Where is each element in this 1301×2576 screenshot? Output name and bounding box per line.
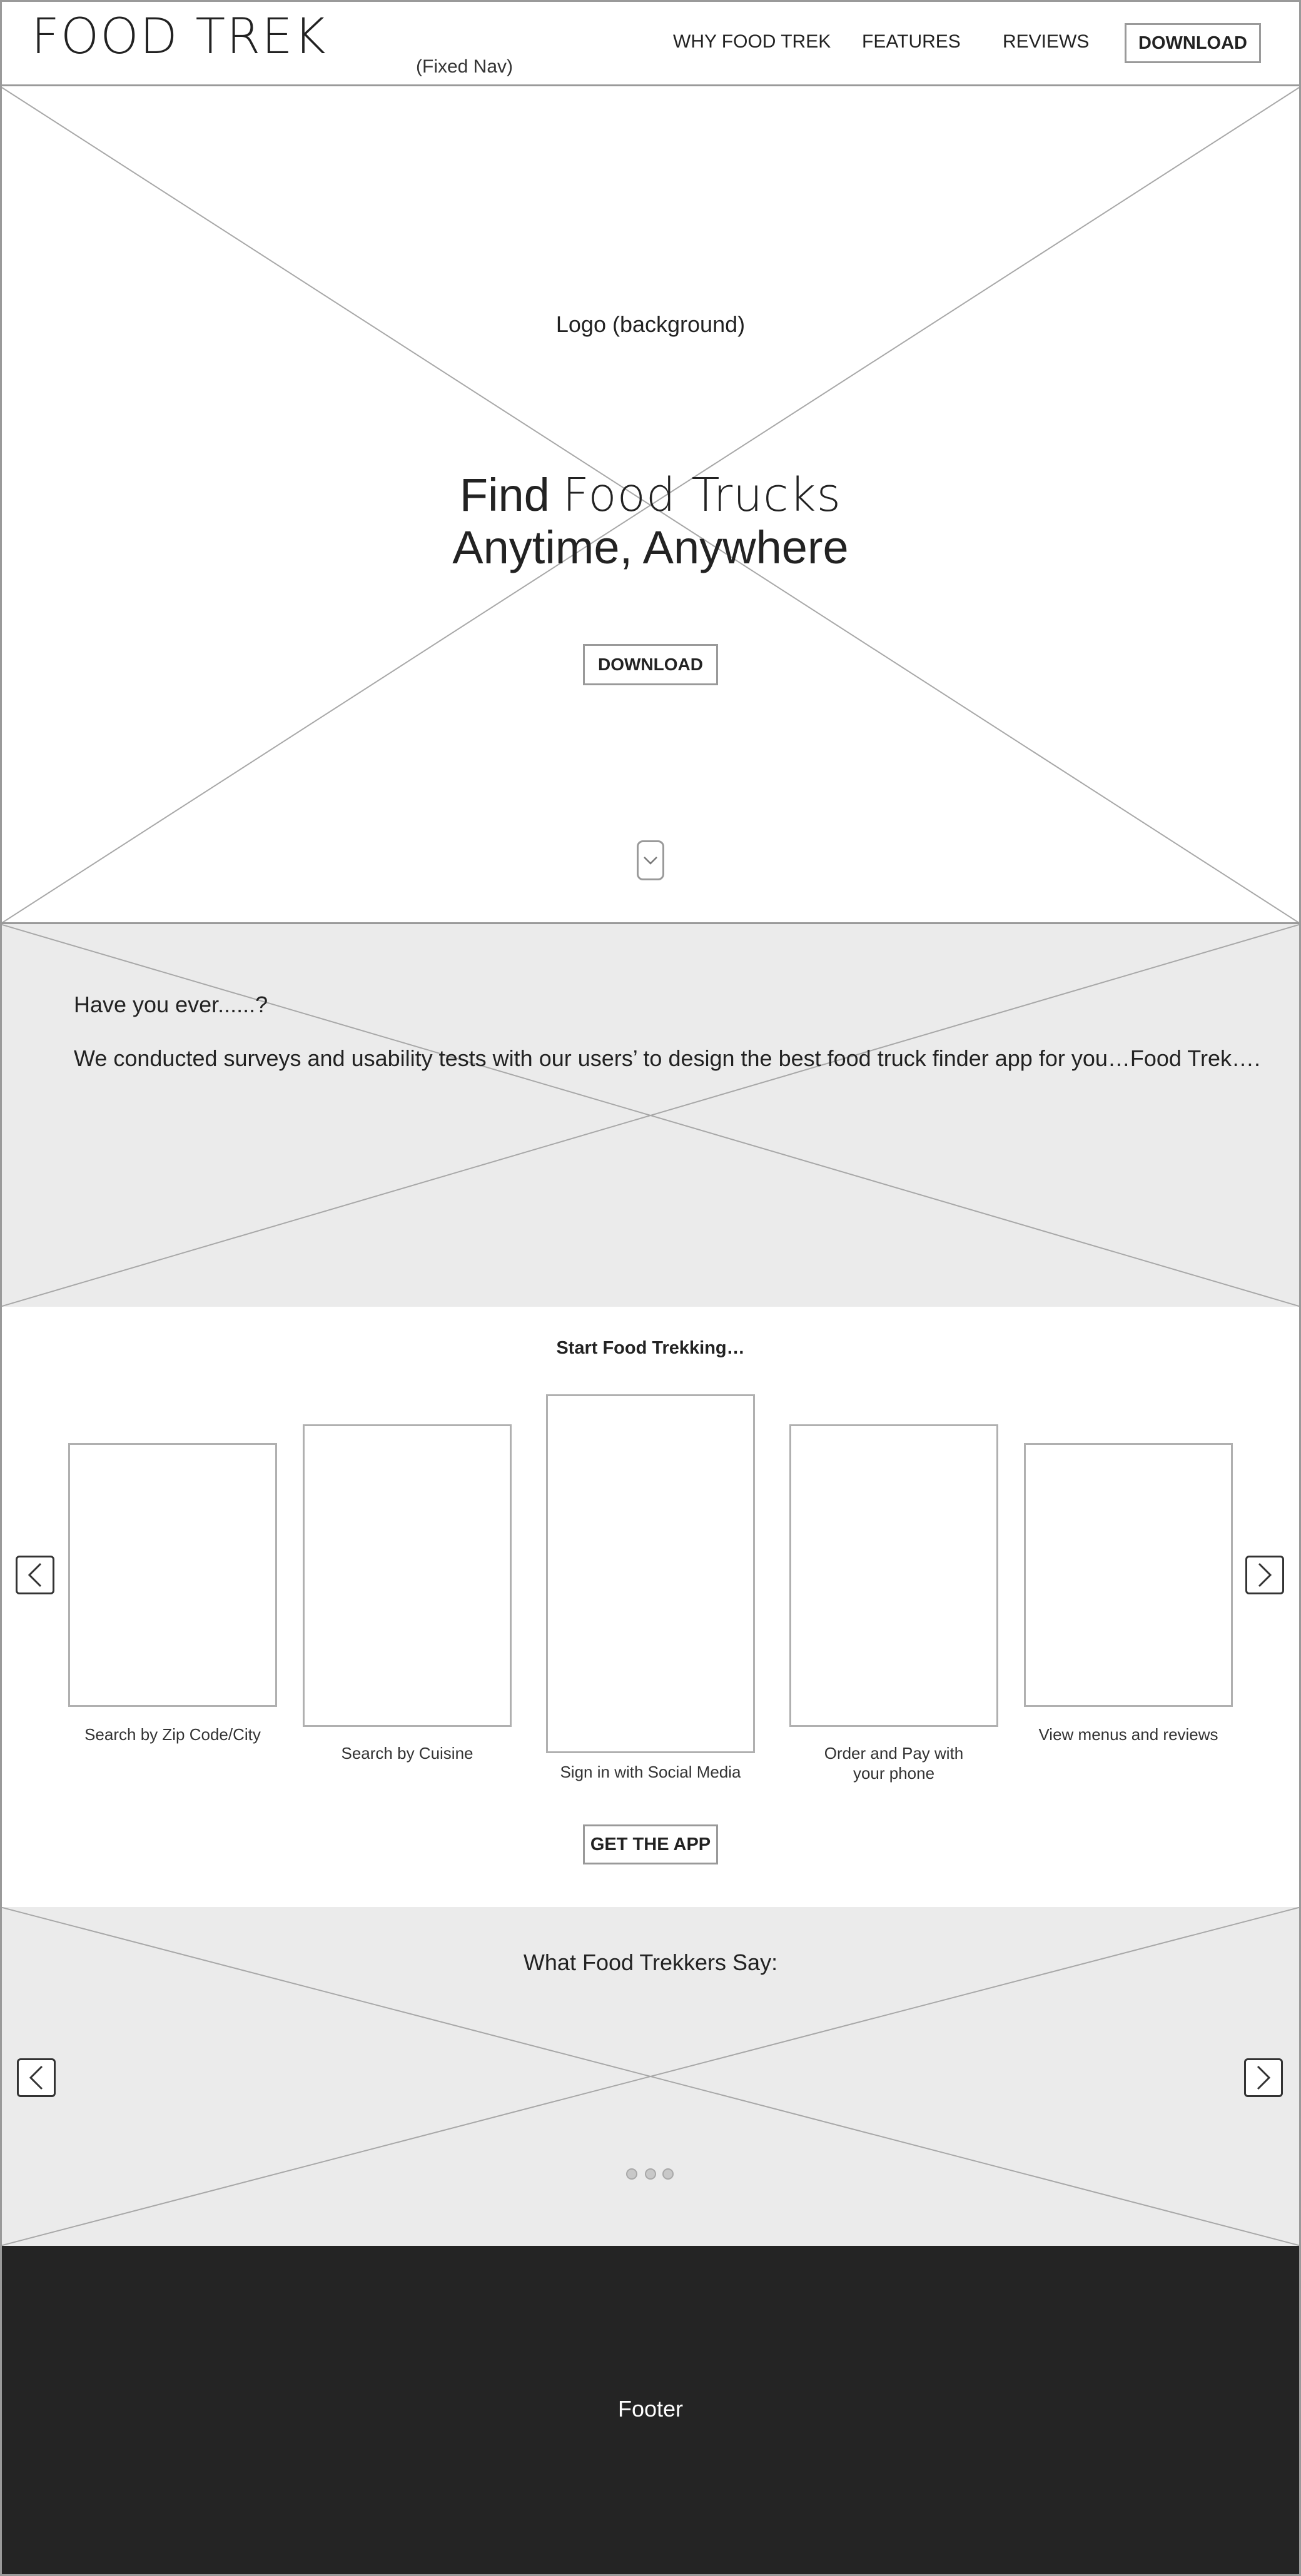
feature-card-order-pay[interactable] [789, 1424, 998, 1727]
hero-headline-find: Find [459, 469, 550, 521]
features-title: Start Food Trekking… [556, 1338, 745, 1358]
nav-download-button[interactable]: DOWNLOAD [1125, 23, 1261, 63]
chevron-left-icon [27, 1562, 43, 1587]
nav-link-features[interactable]: FEATURES [862, 31, 961, 52]
nav-link-why-food-trek[interactable]: WHY FOOD TREK [673, 31, 831, 52]
nav-annotation: (Fixed Nav) [416, 56, 514, 77]
reviews-title: What Food Trekkers Say: [523, 1950, 778, 1975]
feature-card-label: Sign in with Social Media [560, 1763, 741, 1781]
feature-card-label: Search by Cuisine [341, 1744, 473, 1763]
chevron-right-icon [1255, 2065, 1272, 2090]
get-the-app-button[interactable]: GET THE APP [583, 1824, 718, 1864]
hero-headline [0, 469, 1301, 574]
reviews-section [0, 1907, 1301, 2246]
feature-card-menus-reviews[interactable] [1024, 1443, 1233, 1707]
carousel-dot-1[interactable] [626, 2168, 637, 2180]
hero-headline-line2: Anytime, Anywhere [452, 521, 849, 573]
scroll-down-button[interactable] [637, 840, 664, 880]
hero-section [0, 86, 1301, 924]
feature-card-label: View menus and reviews [1038, 1725, 1218, 1744]
intro-placeholder-cross [0, 924, 1301, 1307]
features-prev-button[interactable] [16, 1556, 54, 1594]
hero-headline-food-trucks: Food Trucks [562, 468, 842, 522]
fixed-nav [0, 0, 1301, 86]
site-logo[interactable]: FOOD TREK [31, 9, 327, 65]
features-section [0, 1307, 1301, 1907]
intro-section [0, 924, 1301, 1307]
hero-download-button[interactable]: DOWNLOAD [583, 644, 718, 685]
hero-logo-label: Logo (background) [555, 311, 746, 337]
intro-question: Have you ever......? [74, 992, 268, 1017]
intro-paragraph: We conducted surveys and usability tests with our users’ to design the best food truck finder app for you…Food Trek…. [74, 1045, 1260, 1071]
chevron-down-icon [643, 856, 658, 865]
feature-card-cuisine[interactable] [303, 1424, 512, 1727]
feature-card-label: Order and Pay with your phone [824, 1744, 964, 1783]
footer [0, 2246, 1301, 2576]
feature-card-social-sign-in[interactable] [546, 1394, 755, 1753]
carousel-dot-2[interactable] [645, 2168, 656, 2180]
features-next-button[interactable] [1245, 1556, 1284, 1594]
carousel-dot-3[interactable] [662, 2168, 674, 2180]
footer-label: Footer [617, 2396, 684, 2422]
chevron-right-icon [1257, 1562, 1273, 1587]
reviews-next-button[interactable] [1244, 2058, 1283, 2097]
feature-card-zip-code[interactable] [68, 1443, 277, 1707]
reviews-prev-button[interactable] [17, 2058, 56, 2097]
chevron-left-icon [28, 2065, 44, 2090]
nav-link-reviews[interactable]: REVIEWS [1003, 31, 1090, 52]
feature-card-label: Search by Zip Code/City [84, 1725, 261, 1744]
